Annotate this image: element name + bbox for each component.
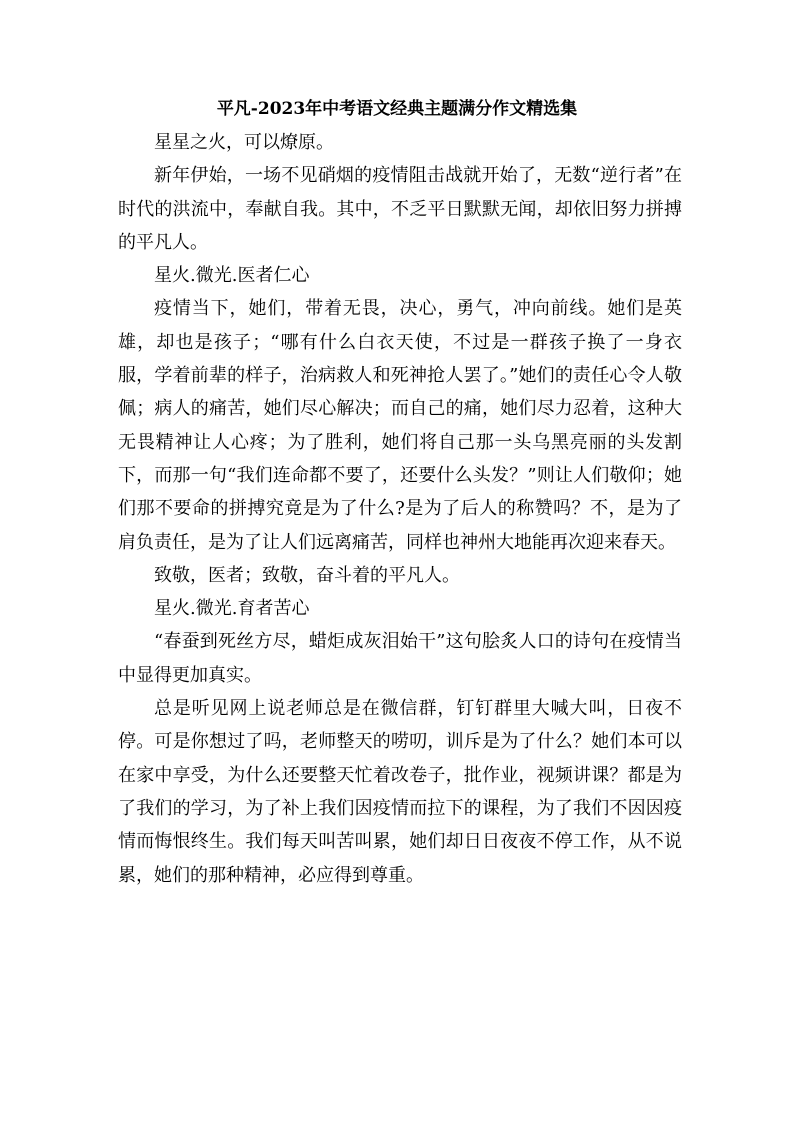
document-title: 平凡-2023年中考语文经典主题满分作文精选集 <box>216 99 578 119</box>
paragraph: 致敬，医者；致敬，奋斗着的平凡人。 <box>154 564 460 586</box>
paragraph: 疫情当下，她们，带着无畏，决心，勇气，冲向前线。她们是英雄，却也是孩子；“哪有什么白衣天使，不过是一群孩子换了一身衣服，学着前辈的样子，治病救人和死神抢人罢了。”她们的责任心令人敬佩；病人的痛苦，她们尽心解决；而自己的痛，她们尽力忍着，这种大无畏精神让人心疼；为了胜利，她们将自己那一头乌黑亮丽的头发割下，而那一句“我们连命都不要了，还要什么头发？”则让人们敬仰；她们那不要命的拼搏究竟是为了什么?是为了后人的称赞吗？不，是为了肩负责任，是为了让人们远离痛苦，同样也神州大地能再次迎来春天。 <box>118 298 682 553</box>
document-body <box>118 126 682 892</box>
section-heading: 星火.微光.育者苦心 <box>154 598 310 620</box>
paragraph: 总是听见网上说老师总是在微信群，钉钉群里大喊大叫，日夜不停。可是你想过了吗，老师整天的唠叨，训斥是为了什么？她们本可以在家中享受，为什么还要整天忙着改卷子，批作业，视频讲课？都是为了我们的学习，为了补上我们因疫情而拉下的课程，为了我们不因因疫情而悔恨终生。我们每天叫苦叫累，她们却日日夜夜不停工作，从不说累，她们的那种精神，必应得到尊重。 <box>118 698 682 886</box>
section-heading: 星火.微光.医者仁心 <box>154 265 310 287</box>
paragraph: 新年伊始，一场不见硝烟的疫情阻击战就开始了，无数“逆行者”在时代的洪流中，奉献自我。其中，不乏平日默默无闻，却依旧努力拼搏的平凡人。 <box>118 165 682 253</box>
paragraph: 星星之火，可以燎原。 <box>154 132 334 153</box>
paragraph: “春蚕到死丝方尽，蜡炬成灰泪始干”这句脍炙人口的诗句在疫情当中显得更加真实。 <box>118 631 682 686</box>
